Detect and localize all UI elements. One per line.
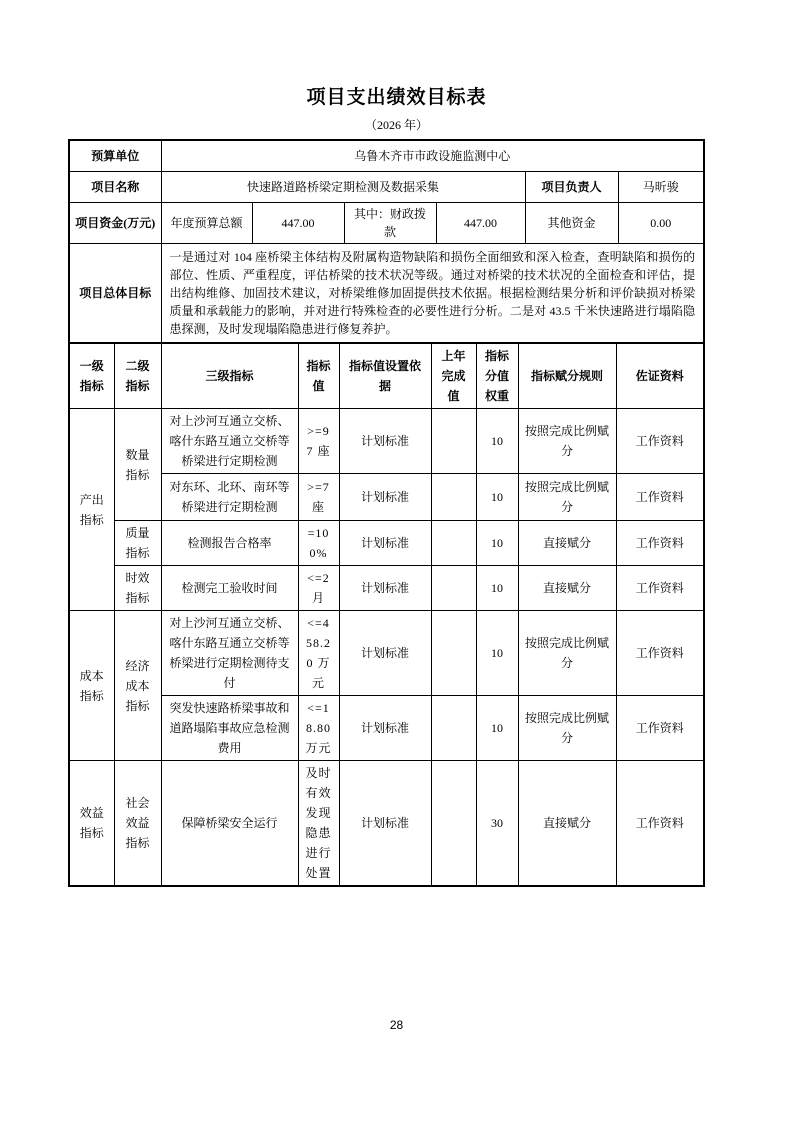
- fiscal-allocation-label: 其中：财政拨款: [344, 202, 436, 243]
- level1-benefit: 效益指标: [69, 761, 114, 887]
- cell-level3: 对上沙河互通立交桥、喀什东路互通立交桥等桥梁进行定期检测: [161, 409, 298, 474]
- project-name-value: 快速路道路桥梁定期检测及数据采集: [161, 171, 525, 202]
- cell-evidence: 工作资料: [616, 474, 704, 521]
- cell-value: =100%: [298, 521, 339, 566]
- cell-basis: 计划标准: [339, 474, 431, 521]
- cell-basis: 计划标准: [339, 409, 431, 474]
- cell-prev-year: [431, 521, 476, 566]
- page-title: 项目支出绩效目标表: [306, 87, 487, 108]
- cell-level3: 突发快速路桥梁事故和道路塌陷事故应急检测费用: [161, 696, 298, 761]
- level2-quantity: 数量指标: [114, 409, 161, 521]
- cell-level3: 检测报告合格率: [161, 521, 298, 566]
- cell-rule: 直接赋分: [518, 521, 616, 566]
- cell-value: <=18.80 万元: [298, 696, 339, 761]
- cell-weight: 10: [476, 611, 518, 696]
- cell-rule: 按照完成比例赋分: [518, 696, 616, 761]
- overall-goal-value: 一是通过对 104 座桥梁主体结构及附属构造物缺陷和损伤全面细致和深入检查，查明缺陷和损伤的部位、性质、严重程度，评估桥梁的技术状况等级。通过对桥梁的技术状况的全面检查和评估，提出结构维修、加固技术建议，对桥梁维修加固提供技术依据。根据检测结果分析和评价缺损对桥梁质量和承载能力的影响，并对进行特殊检查的必要性进行分析。二是对 43.5 千米快速路进行塌陷隐患探测，及时发现塌陷隐患进行修复养护。: [161, 243, 704, 343]
- cell-value: >=7 座: [298, 474, 339, 521]
- tables-container: [68, 139, 703, 887]
- budget-unit-row: [69, 140, 704, 171]
- table-row: [69, 611, 704, 696]
- cell-weight: 10: [476, 696, 518, 761]
- budget-unit-label: 预算单位: [69, 140, 161, 171]
- project-funds-row: [69, 202, 704, 243]
- page-subtitle: （2026 年）: [364, 118, 428, 132]
- cell-value: <=458.20 万元: [298, 611, 339, 696]
- col-header-prev-year: 上年完成值: [431, 344, 476, 409]
- cell-weight: 30: [476, 761, 518, 887]
- table-row: [69, 761, 704, 887]
- col-header-weight: 指标分值权重: [476, 344, 518, 409]
- project-funds-label: 项目资金(万元): [69, 202, 161, 243]
- fiscal-allocation-value: 447.00: [436, 202, 525, 243]
- project-info-table: [68, 139, 705, 344]
- cell-prev-year: [431, 474, 476, 521]
- cell-rule: 直接赋分: [518, 566, 616, 611]
- table-row: [69, 566, 704, 611]
- cell-basis: 计划标准: [339, 761, 431, 887]
- cell-rule: 按照完成比例赋分: [518, 474, 616, 521]
- level2-timeliness: 时效指标: [114, 566, 161, 611]
- overall-goal-row: [69, 243, 704, 343]
- cell-weight: 10: [476, 474, 518, 521]
- level1-cost: 成本指标: [69, 611, 114, 761]
- cell-prev-year: [431, 761, 476, 887]
- cell-prev-year: [431, 566, 476, 611]
- cell-rule: 按照完成比例赋分: [518, 611, 616, 696]
- project-name-label: 项目名称: [69, 171, 161, 202]
- page-number: 28: [389, 1018, 404, 1032]
- cell-level3: 检测完工验收时间: [161, 566, 298, 611]
- cell-prev-year: [431, 611, 476, 696]
- table-row: [69, 696, 704, 761]
- cell-weight: 10: [476, 566, 518, 611]
- annual-budget-label: 年度预算总额: [161, 202, 252, 243]
- other-funds-label: 其他资金: [525, 202, 618, 243]
- level2-social-benefit: 社会效益指标: [114, 761, 161, 887]
- col-header-level3: 三级指标: [161, 344, 298, 409]
- level1-output: 产出指标: [69, 409, 114, 611]
- col-header-basis: 指标值设置依据: [339, 344, 431, 409]
- level2-economic-cost: 经济成本指标: [114, 611, 161, 761]
- table-row: [69, 521, 704, 566]
- cell-prev-year: [431, 696, 476, 761]
- col-header-evidence: 佐证资料: [616, 344, 704, 409]
- cell-evidence: 工作资料: [616, 611, 704, 696]
- cell-rule: 直接赋分: [518, 761, 616, 887]
- col-header-level2: 二级指标: [114, 344, 161, 409]
- cell-value: <=2 月: [298, 566, 339, 611]
- cell-level3: 对上沙河互通立交桥、喀什东路互通立交桥等桥梁进行定期检测待支付: [161, 611, 298, 696]
- cell-evidence: 工作资料: [616, 566, 704, 611]
- cell-value: >=97 座: [298, 409, 339, 474]
- cell-basis: 计划标准: [339, 696, 431, 761]
- cell-weight: 10: [476, 409, 518, 474]
- budget-unit-value: 乌鲁木齐市市政设施监测中心: [161, 140, 704, 171]
- cell-basis: 计划标准: [339, 521, 431, 566]
- table-row: [69, 409, 704, 474]
- indicators-header-row: [69, 344, 704, 409]
- cell-evidence: 工作资料: [616, 521, 704, 566]
- table-row: [69, 474, 704, 521]
- cell-evidence: 工作资料: [616, 409, 704, 474]
- overall-goal-label: 项目总体目标: [69, 243, 161, 343]
- cell-evidence: 工作资料: [616, 761, 704, 887]
- cell-evidence: 工作资料: [616, 696, 704, 761]
- project-name-row: [69, 171, 704, 202]
- cell-value: 及时有效发现隐患进行处置: [298, 761, 339, 887]
- project-leader-label: 项目负责人: [525, 171, 618, 202]
- level2-quality: 质量指标: [114, 521, 161, 566]
- col-header-value: 指标值: [298, 344, 339, 409]
- col-header-level1: 一级指标: [69, 344, 114, 409]
- cell-prev-year: [431, 409, 476, 474]
- cell-basis: 计划标准: [339, 611, 431, 696]
- cell-basis: 计划标准: [339, 566, 431, 611]
- cell-level3: 保障桥梁安全运行: [161, 761, 298, 887]
- annual-budget-value: 447.00: [252, 202, 344, 243]
- cell-weight: 10: [476, 521, 518, 566]
- other-funds-value: 0.00: [618, 202, 704, 243]
- col-header-rule: 指标赋分规则: [518, 344, 616, 409]
- cell-level3: 对东环、北环、南环等桥梁进行定期检测: [161, 474, 298, 521]
- indicators-table: [68, 344, 705, 887]
- project-leader-value: 马昕骏: [618, 171, 704, 202]
- cell-rule: 按照完成比例赋分: [518, 409, 616, 474]
